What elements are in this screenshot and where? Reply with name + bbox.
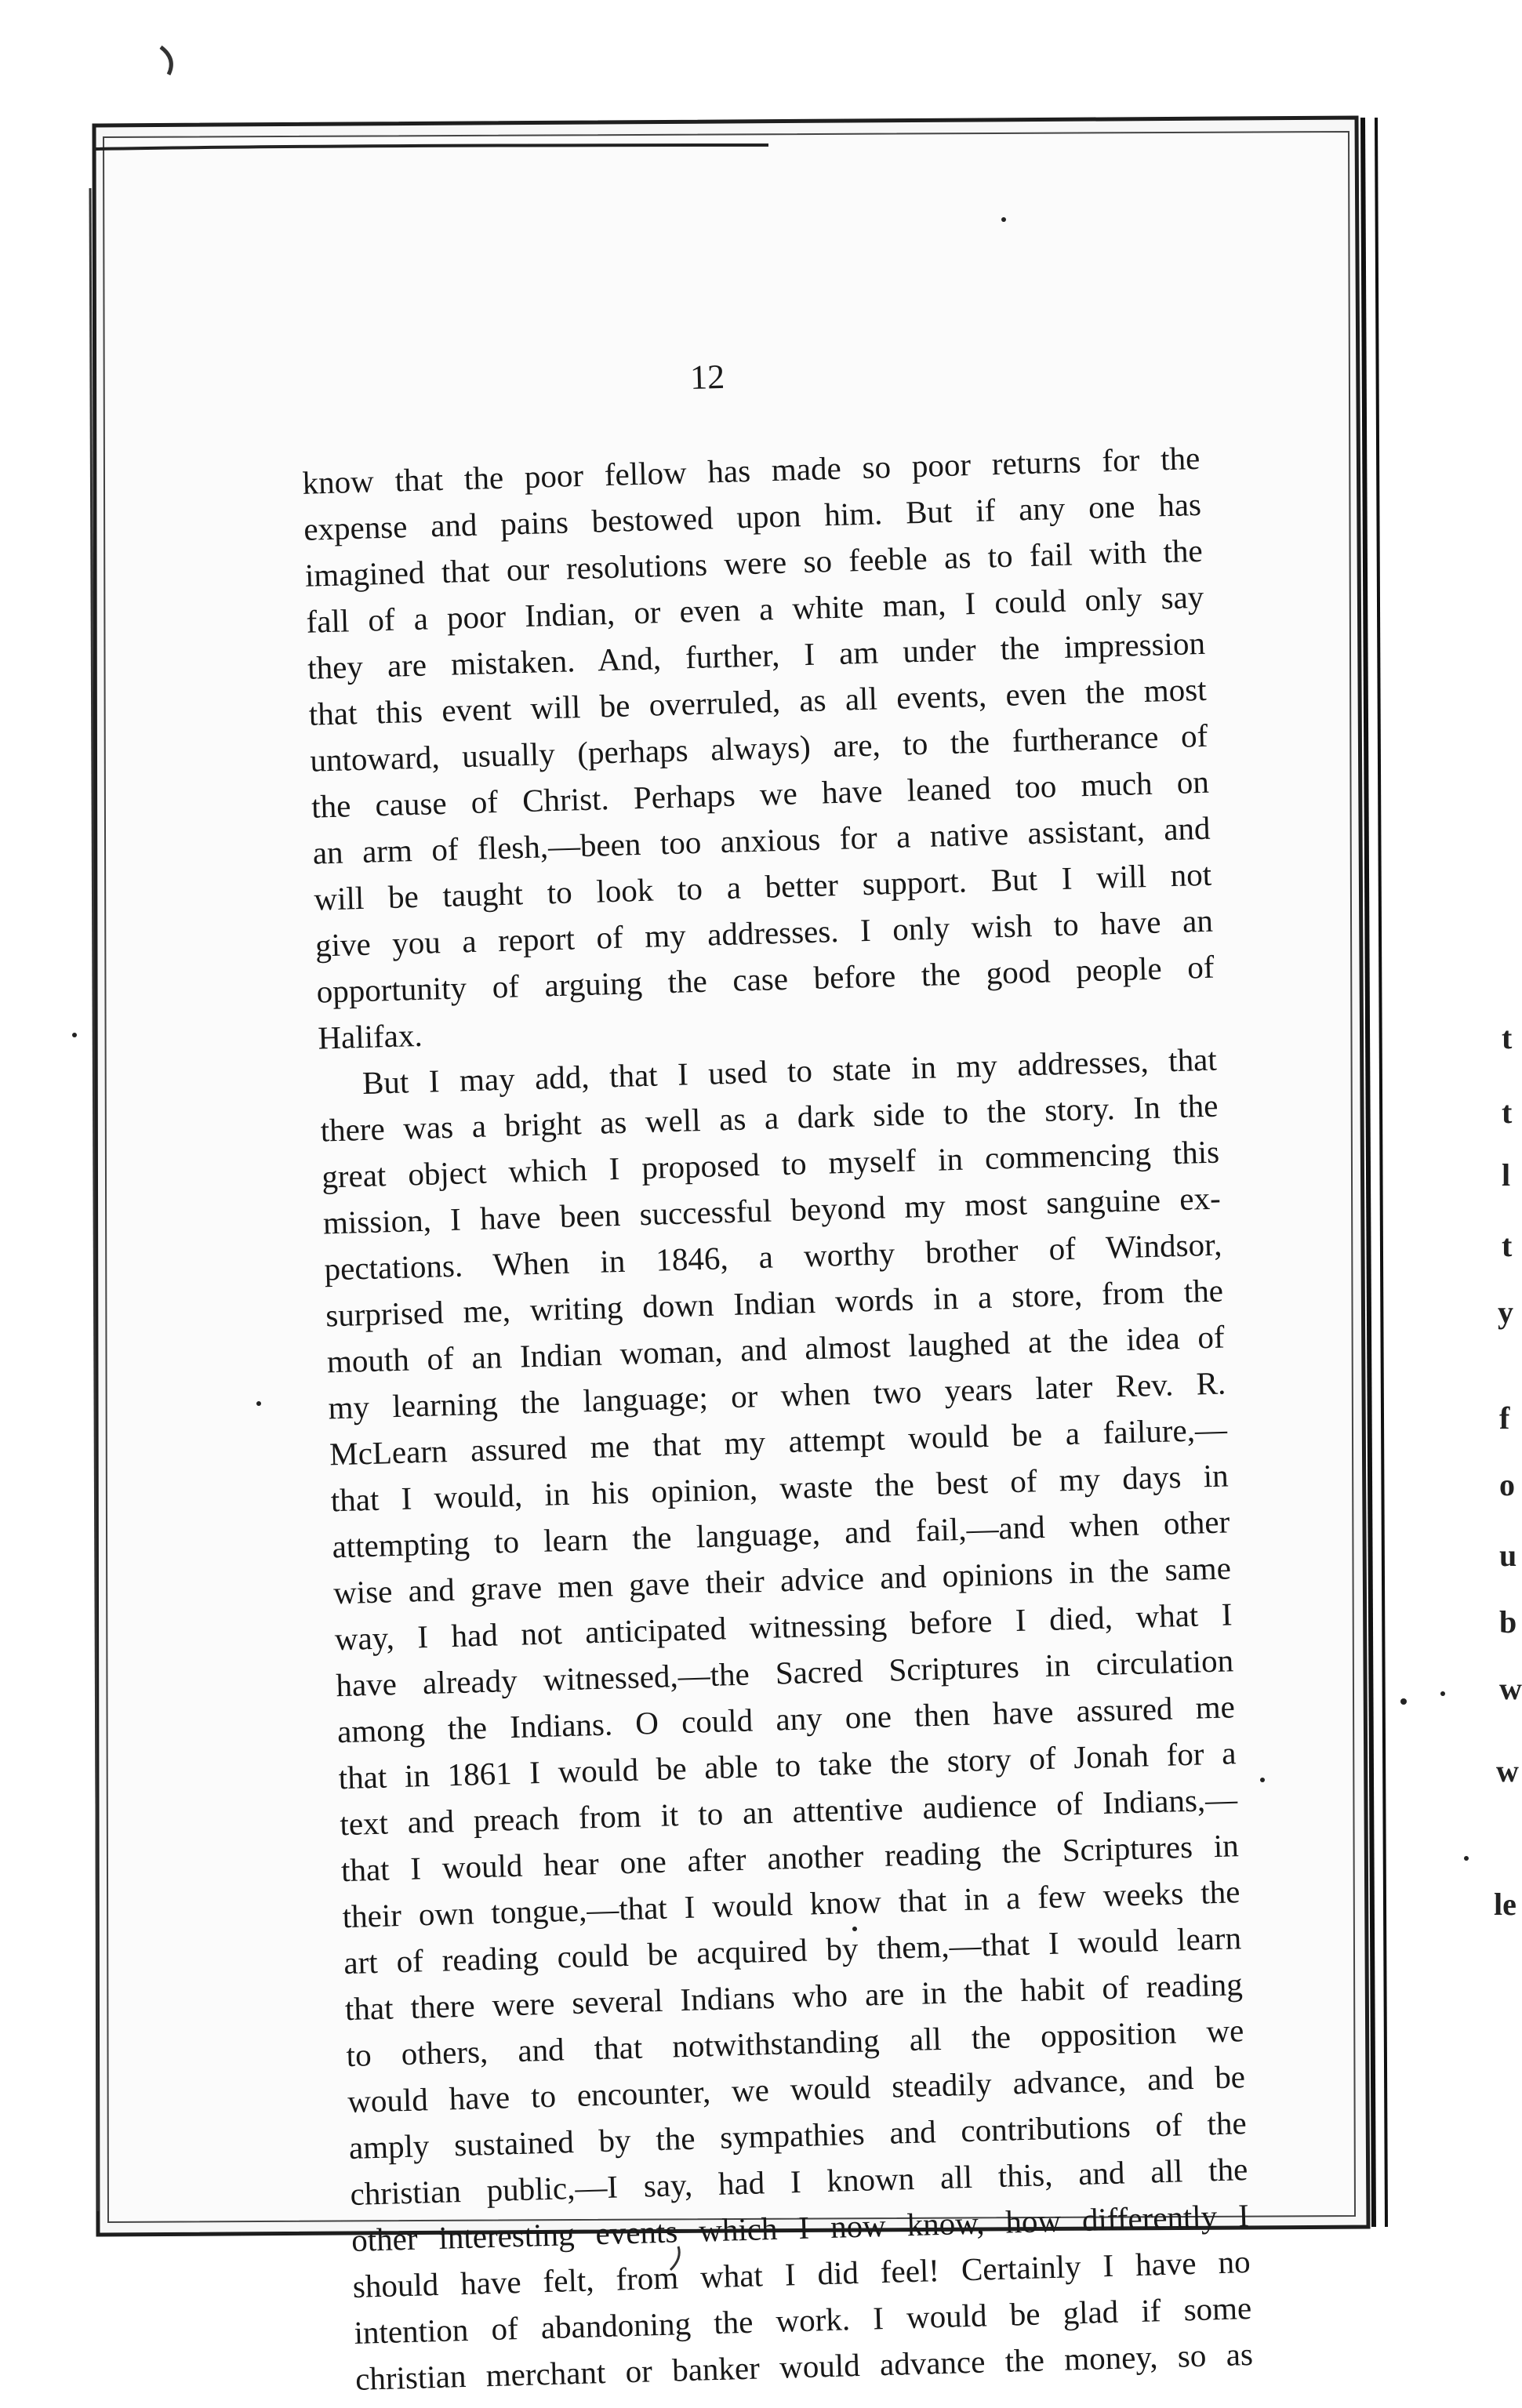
- text-line: pectations. When in 1846, a worthy brother of Windsor,: [324, 1226, 1222, 1288]
- facing-page-letter: w: [1496, 1753, 1519, 1789]
- facing-page-letter: w: [1499, 1671, 1522, 1706]
- text-line: that I would hear one after another reading the Scriptures in: [340, 1827, 1240, 1889]
- facing-page-edge: [1333, 110, 1522, 2243]
- text-line: great object which I proposed to myself in commencing this: [321, 1133, 1220, 1195]
- text-line: wise and grave men gave their advice and opinions in the same: [332, 1549, 1232, 1611]
- text-line: their own tongue,—that I would know that in a few weeks the: [342, 1873, 1240, 1935]
- text-line: an arm of flesh,—been too anxious for a native assistant, and: [312, 809, 1211, 871]
- text-line: would have to encounter, we would steadily advance, and be: [347, 2058, 1246, 2120]
- facing-page-letter: l: [1502, 1157, 1511, 1193]
- facing-page-letter: f: [1499, 1400, 1510, 1436]
- text-line: have already witnessed,—the Sacred Scriptures in circulation: [335, 1642, 1234, 1704]
- text-line: there was a bright as well as a dark side to the story. In the: [320, 1087, 1219, 1149]
- text-line: should have felt, from what I did feel! Certainly I have no: [352, 2243, 1251, 2304]
- text-line: imagined that our resolutions were so feeble as to fail with the: [304, 532, 1204, 594]
- text-line: christian merchant or banker would advance the money, so as: [354, 2335, 1254, 2397]
- text-line: fall of a poor Indian, or even a white man, I could only say: [305, 578, 1204, 640]
- text-line: mouth of an Indian woman, and almost laughed at the idea of: [326, 1318, 1226, 1380]
- facing-page-letter: le: [1494, 1887, 1517, 1922]
- text-line: my learning the language; or when two years later Rev. R.: [327, 1364, 1226, 1426]
- text-line: untoward, usually (perhaps always) are, to the furtherance of: [309, 717, 1208, 779]
- text-line: art of reading could be acquired by them,—that I would learn: [343, 1919, 1242, 1981]
- text-line: McLearn assured me that my attempt would be a failure,—: [329, 1411, 1228, 1473]
- text-line: that I would, in his opinion, waste the best of my days in: [330, 1457, 1230, 1519]
- text-line: attempting to learn the language, and fail,—and when other: [331, 1503, 1230, 1565]
- text-line: amply sustained by the sympathies and contributions of the: [348, 2105, 1248, 2166]
- body-text: [302, 435, 1254, 2403]
- text-line: will be taught to look to a better support. But I will not: [313, 855, 1212, 917]
- text-line: give you a report of my addresses. I only wish to have an: [314, 902, 1214, 964]
- text-line: other interesting events which I now know, how differently I: [351, 2197, 1250, 2258]
- facing-page-letter: b: [1499, 1604, 1517, 1640]
- text-line: opportunity of arguing the case before the good people of: [316, 948, 1215, 1010]
- text-line: mission, I have been successful beyond my most sanguine ex-: [322, 1179, 1222, 1241]
- facing-page-letter: u: [1499, 1538, 1517, 1573]
- text-line: the cause of Christ. Perhaps we have leaned too much on: [311, 763, 1210, 825]
- facing-page-letter: o: [1499, 1467, 1515, 1502]
- text-line: intention of abandoning the work. I would be glad if some: [353, 2289, 1252, 2351]
- text-line: text and preach from it to an attentive audience of Indians,—: [339, 1781, 1238, 1843]
- facing-page-letter: t: [1502, 1095, 1513, 1130]
- facing-page-letter: y: [1498, 1295, 1513, 1330]
- text-line: to others, and that notwithstanding all the opposition we: [346, 2012, 1244, 2074]
- text-line: that this event will be overruled, as all events, even the most: [308, 670, 1208, 732]
- facing-page-letter: t: [1502, 1020, 1513, 1055]
- book-page: [82, 116, 1378, 2397]
- text-line: Halifax.: [317, 1016, 423, 1056]
- text-line: expense and pains bestowed upon him. But if any one has: [303, 485, 1202, 547]
- text-line: christian public,—I say, had I known all this, and all the: [349, 2151, 1248, 2213]
- text-line: that in 1861 I would be able to take the story of Jonah for a: [338, 1734, 1237, 1796]
- text-line: know that the poor fellow has made so poor returns for the: [302, 439, 1201, 501]
- text-line: surprised me, writing down Indian words in a store, from the: [325, 1272, 1224, 1334]
- text-line: they are mistaken. And, further, I am under the impression: [307, 624, 1206, 686]
- text-line: But I may add, that I used to state in my addresses, that: [361, 1041, 1218, 1102]
- facing-page-letter: t: [1502, 1228, 1513, 1263]
- text-line: that there were several Indians who are in the habit of reading: [344, 1966, 1244, 2028]
- page-number: 12: [689, 357, 725, 397]
- text-line: way, I had not anticipated witnessing before I died, what I: [334, 1596, 1233, 1658]
- text-line: among the Indians. O could any one then have assured me: [336, 1688, 1236, 1750]
